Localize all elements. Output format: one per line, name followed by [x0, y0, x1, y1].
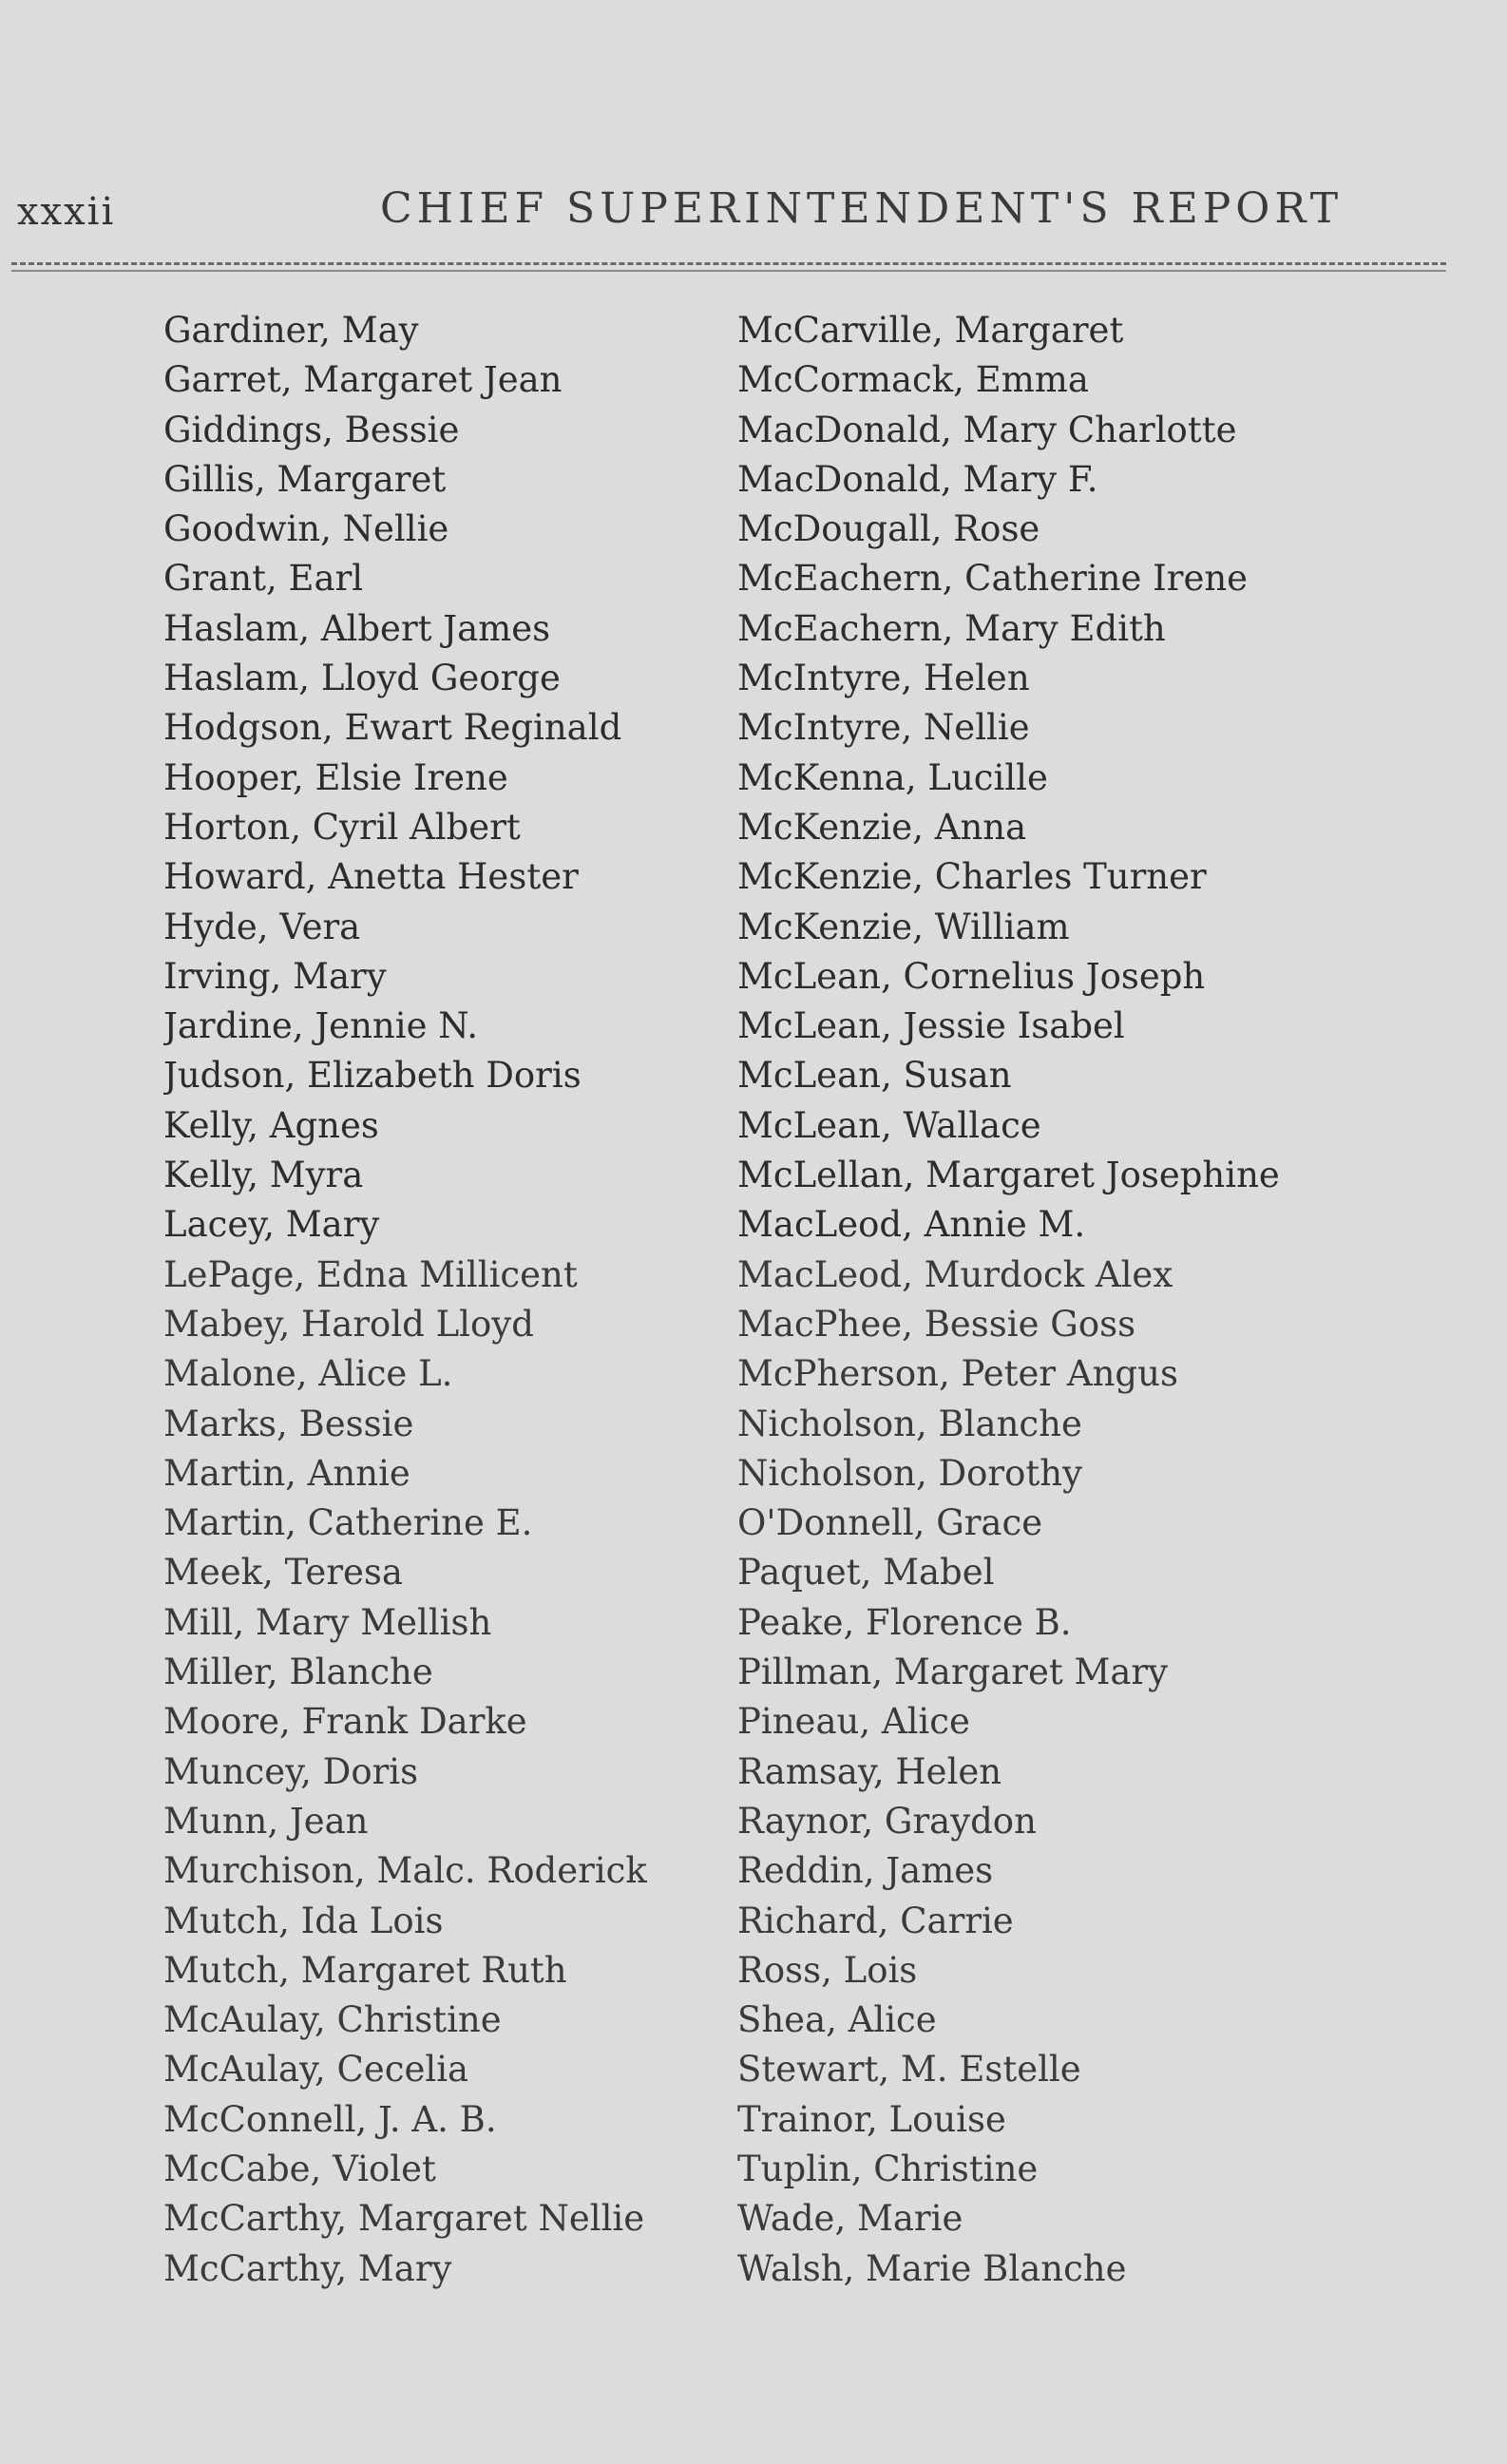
- name-entry: Goodwin, Nellie: [163, 508, 449, 550]
- name-entry: McCarthy, Margaret Nellie: [163, 2198, 645, 2240]
- name-entry: Wade, Marie: [737, 2198, 963, 2240]
- name-entry: McAulay, Cecelia: [163, 2049, 469, 2091]
- name-entry: Grant, Earl: [163, 558, 364, 600]
- name-entry: Mutch, Margaret Ruth: [163, 1949, 567, 1991]
- name-entry: LePage, Edna Millicent: [163, 1253, 578, 1295]
- name-entry: McKenzie, William: [737, 906, 1070, 947]
- name-entry: MacLeod, Murdock Alex: [737, 1253, 1173, 1295]
- name-entry: Hooper, Elsie Irene: [163, 756, 508, 798]
- name-entry: McEachern, Mary Edith: [737, 607, 1166, 649]
- name-entry: Reddin, James: [737, 1850, 994, 1892]
- name-entry: Haslam, Lloyd George: [163, 658, 561, 699]
- name-entry: Meek, Teresa: [163, 1552, 403, 1594]
- name-entry: Moore, Frank Darke: [163, 1701, 527, 1743]
- name-entry: MacLeod, Annie M.: [737, 1204, 1086, 1246]
- name-entry: Mabey, Harold Lloyd: [163, 1303, 534, 1345]
- running-head-title: CHIEF SUPERINTENDENT'S REPORT: [380, 184, 1344, 233]
- name-entry: Walsh, Marie Blanche: [737, 2247, 1127, 2289]
- name-entry: McConnell, J. A. B.: [163, 2098, 497, 2140]
- name-entry: McCarville, Margaret: [737, 310, 1124, 351]
- name-entry: Murchison, Malc. Roderick: [163, 1850, 647, 1892]
- name-entry: Garret, Margaret Jean: [163, 359, 563, 401]
- name-entry: O'Donnell, Grace: [737, 1502, 1043, 1544]
- name-entry: McCarthy, Mary: [163, 2247, 452, 2289]
- name-column-left: [163, 306, 696, 2294]
- name-entry: Hodgson, Ewart Reginald: [163, 707, 622, 749]
- name-entry: Pineau, Alice: [737, 1701, 970, 1743]
- name-entry: MacDonald, Mary Charlotte: [737, 409, 1237, 450]
- name-entry: Jardine, Jennie N.: [163, 1005, 478, 1047]
- name-entry: Nicholson, Dorothy: [737, 1452, 1082, 1494]
- name-entry: Trainor, Louise: [737, 2098, 1006, 2140]
- name-entry: Malone, Alice L.: [163, 1353, 453, 1395]
- name-entry: McKenzie, Anna: [737, 806, 1027, 848]
- name-entry: Pillman, Margaret Mary: [737, 1652, 1169, 1693]
- name-entry: McAulay, Christine: [163, 1999, 502, 2041]
- name-entry: Mill, Mary Mellish: [163, 1601, 492, 1643]
- name-entry: MacPhee, Bessie Goss: [737, 1303, 1136, 1345]
- name-entry: Gardiner, May: [163, 310, 419, 351]
- name-entry: McKenna, Lucille: [737, 756, 1048, 798]
- name-entry: Tuplin, Christine: [737, 2148, 1039, 2189]
- header-rule-secondary: [11, 270, 1446, 272]
- name-entry: Shea, Alice: [737, 1999, 937, 2041]
- name-entry: Miller, Blanche: [163, 1652, 433, 1693]
- name-entry: Kelly, Agnes: [163, 1104, 379, 1146]
- name-entry: McLellan, Margaret Josephine: [737, 1155, 1280, 1196]
- name-entry: McPherson, Peter Angus: [737, 1353, 1178, 1395]
- name-entry: Irving, Mary: [163, 955, 387, 997]
- name-entry: McCabe, Violet: [163, 2148, 436, 2189]
- name-entry: McIntyre, Helen: [737, 658, 1030, 699]
- name-entry: McLean, Wallace: [737, 1104, 1041, 1146]
- name-entry: Howard, Anetta Hester: [163, 856, 579, 898]
- name-entry: McLean, Cornelius Joseph: [737, 955, 1206, 997]
- name-entry: McIntyre, Nellie: [737, 707, 1030, 749]
- page-number: xxxii: [17, 190, 116, 234]
- name-entry: Hyde, Vera: [163, 906, 361, 947]
- name-entry: Richard, Carrie: [737, 1900, 1014, 1941]
- name-entry: Paquet, Mabel: [737, 1552, 995, 1594]
- name-entry: Stewart, M. Estelle: [737, 2049, 1081, 2091]
- name-entry: Lacey, Mary: [163, 1204, 380, 1246]
- name-entry: McLean, Jessie Isabel: [737, 1005, 1125, 1047]
- name-entry: Raynor, Graydon: [737, 1800, 1037, 1842]
- header-rule: [11, 262, 1446, 265]
- name-entry: Giddings, Bessie: [163, 409, 460, 450]
- name-entry: Horton, Cyril Albert: [163, 806, 521, 848]
- name-entry: McEachern, Catherine Irene: [737, 558, 1249, 600]
- name-entry: Muncey, Doris: [163, 1750, 419, 1792]
- name-entry: Martin, Catherine E.: [163, 1502, 533, 1544]
- name-entry: MacDonald, Mary F.: [737, 458, 1098, 500]
- name-entry: Martin, Annie: [163, 1452, 410, 1494]
- name-entry: McKenzie, Charles Turner: [737, 856, 1207, 898]
- name-entry: McDougall, Rose: [737, 508, 1040, 550]
- name-entry: Judson, Elizabeth Doris: [163, 1055, 582, 1097]
- name-entry: Kelly, Myra: [163, 1155, 364, 1196]
- name-entry: McLean, Susan: [737, 1055, 1012, 1097]
- name-entry: Peake, Florence B.: [737, 1601, 1072, 1643]
- name-entry: Nicholson, Blanche: [737, 1403, 1082, 1444]
- name-entry: Haslam, Albert James: [163, 607, 551, 649]
- name-entry: Marks, Bessie: [163, 1403, 414, 1444]
- name-entry: Mutch, Ida Lois: [163, 1900, 444, 1941]
- name-entry: Munn, Jean: [163, 1800, 369, 1842]
- name-entry: Ramsay, Helen: [737, 1750, 1002, 1792]
- name-entry: Gillis, Margaret: [163, 458, 447, 500]
- name-column-right: [737, 306, 1288, 2294]
- name-entry: McCormack, Emma: [737, 359, 1089, 401]
- name-entry: Ross, Lois: [737, 1949, 918, 1991]
